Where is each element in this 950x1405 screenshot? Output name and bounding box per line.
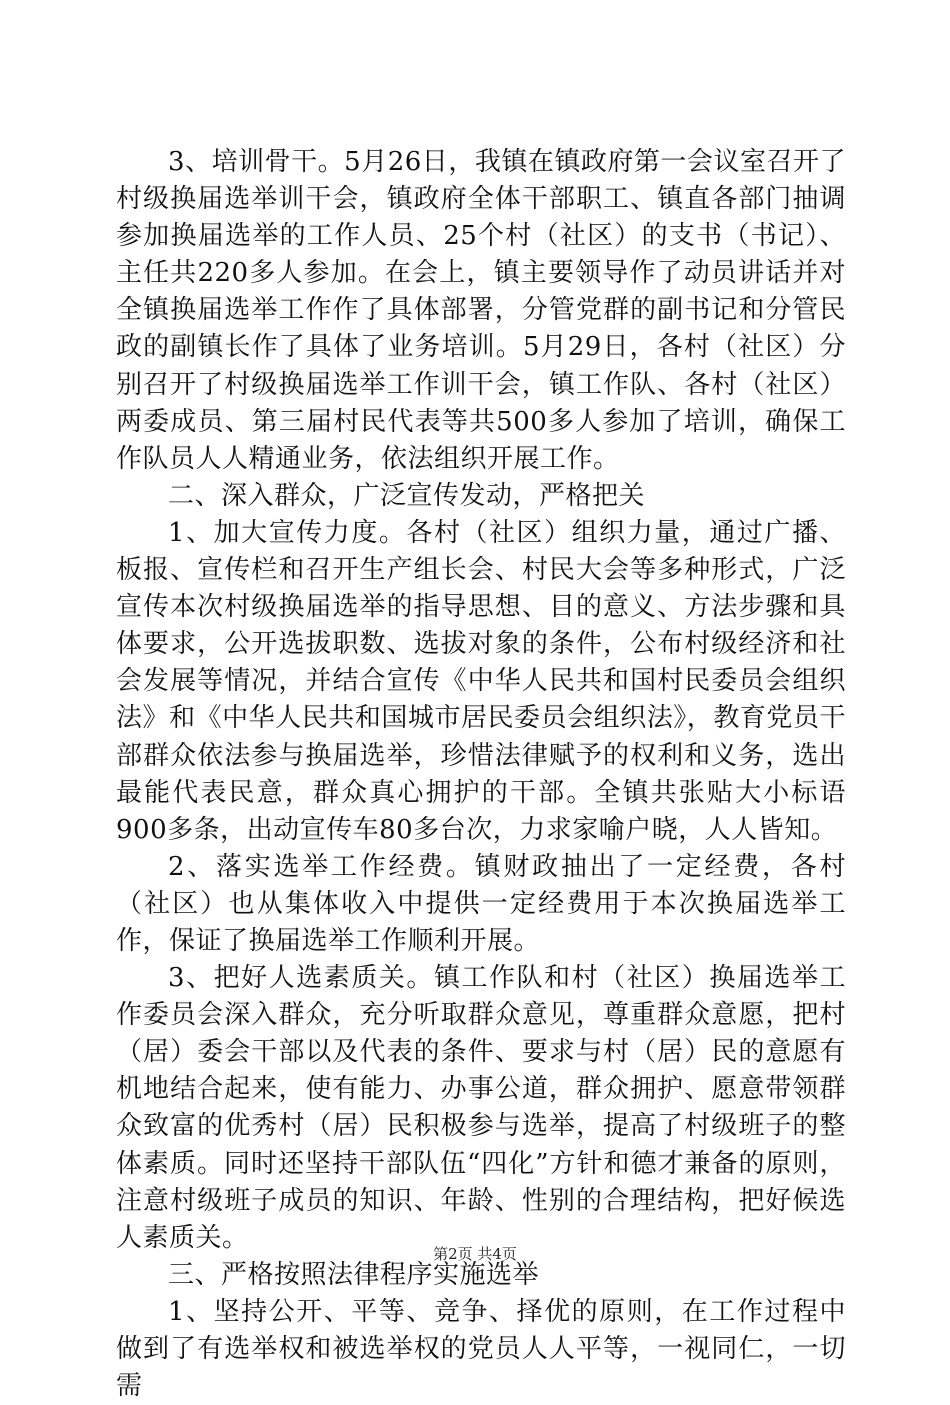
paragraph-open-fair-principle: 1、坚持公开、平等、竞争、择优的原则，在工作过程中做到了有选举权和被选举权的党员人人平等，一视同仁，一切需 [116, 1296, 846, 1402]
paragraph-election-funding: 2、落实选举工作经费。镇财政抽出了一定经费，各村（社区）也从集体收入中提供一定经费用于本次换届选举工作，保证了换届选举工作顺利开展。 [116, 851, 846, 956]
document-body [116, 144, 846, 1405]
paragraph-training-backbone: 3、培训骨干。5月26日，我镇在镇政府第一会议室召开了村级换届选举训干会，镇政府全体干部职工、镇直各部门抽调参加换届选举的工作人员、25个村（社区）的支书（书记）、主任共220多人参加。在会上，镇主要领导作了动员讲话并对全镇换届选举工作作了具体部署，分管党群的副书记和分管民政的副镇长作了具体了业务培训。5月29日，各村（社区）分别召开了村级换届选举工作训干会，镇工作队、各村（社区）两委成员、第三届村民代表等共500多人参加了培训，确保工作队员人人精通业务，依法组织开展工作。 [116, 147, 846, 474]
section-heading-legal-procedure: 三、严格按照法律程序实施选举 [168, 1259, 540, 1290]
page-number-footer: 第2页 共4页 [433, 1245, 517, 1263]
paragraph-candidate-quality: 3、把好人选素质关。镇工作队和村（社区）换届选举工作委员会深入群众，充分听取群众意见，尊重群众意愿，把村（居）委会干部以及代表的条件、要求与村（居）民的意愿有机地结合起来，使有能力、办事公道，群众拥护、愿意带领群众致富的优秀村（居）民积极参与选举，提高了村级班子的整体素质。同时还坚持干部队伍“四化”方针和德才兼备的原则，注意村级班子成员的知识、年龄、性别的合理结构，把好候选人素质关。 [116, 963, 846, 1253]
section-heading-publicity: 二、深入群众，广泛宣传发动，严格把关 [168, 480, 646, 511]
paragraph-publicity-efforts: 1、加大宣传力度。各村（社区）组织力量，通过广播、板报、宣传栏和召开生产组长会、村民大会等多种形式，广泛宣传本次村级换届选举的指导思想、目的意义、方法步骤和具体要求，公开选拔职数、选拔对象的条件，公布村级经济和社会发展等情况，并结合宣传《中华人民共和国村民委员会组织法》和《中华人民共和国城市居民委员会组织法》，教育党员干部群众依法参与换届选举，珍惜法律赋予的权利和义务，选出最能代表民意，群众真心拥护的干部。全镇共张贴大小标语900多条，出动宣传车80多台次，力求家喻户晓，人人皆知。 [116, 517, 846, 845]
